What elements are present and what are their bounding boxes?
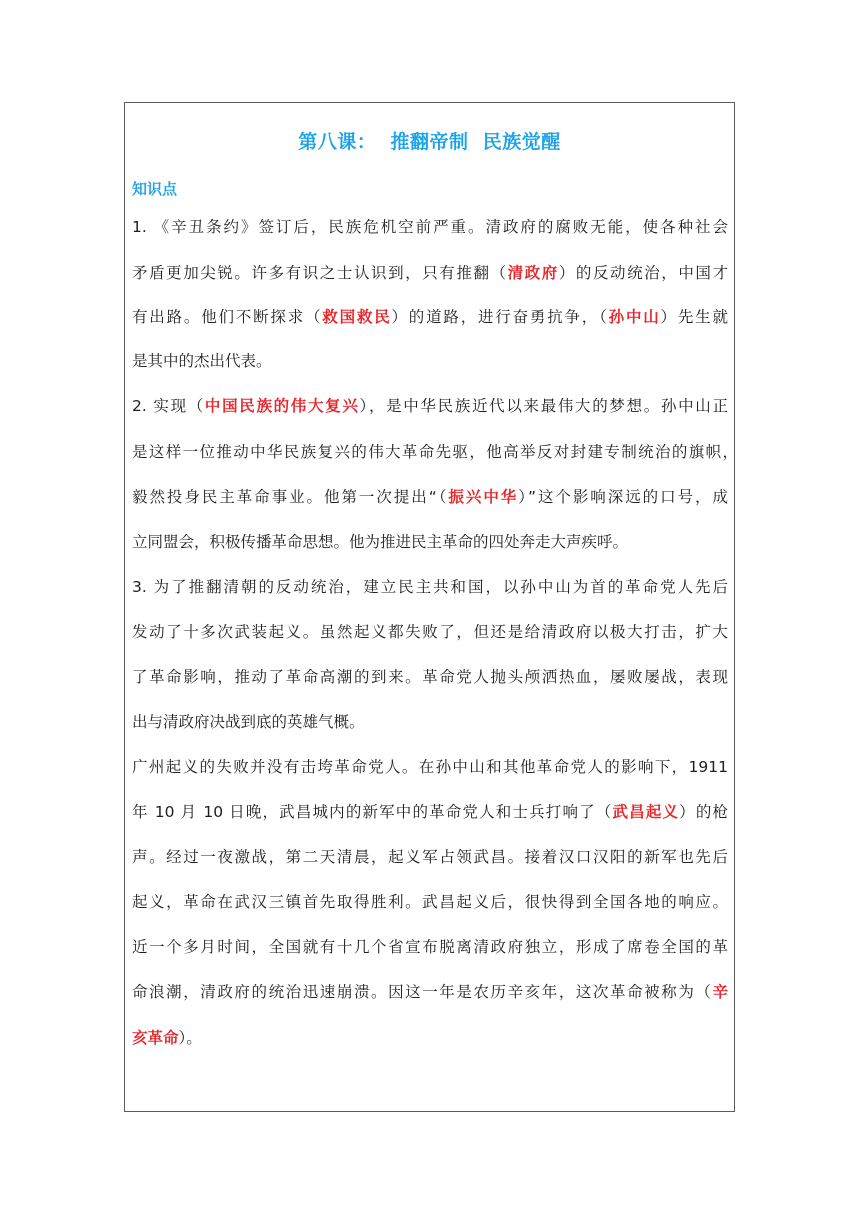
paragraph-4-line-4: 起义，革命在武汉三镇首先取得胜利。武昌起义后，很快得到全国各地的响应。: [132, 893, 728, 911]
paragraph-1-line-3: 有出路。他们不断探求（救国救民）的道路，进行奋勇抗争，（孙中山）先生就: [132, 308, 728, 326]
answer-highlight: 武昌起义: [612, 803, 680, 821]
answer-highlight: 亥革命: [132, 1029, 179, 1047]
paragraph-4-line-6: 命浪潮，清政府的统治迅速崩溃。因这一年是农历辛亥年，这次革命被称为（辛: [132, 983, 728, 1001]
paragraph-4-line-5: 近一个多月时间，全国就有十几个省宣布脱离清政府独立，形成了席卷全国的革: [132, 938, 728, 956]
answer-highlight: 振兴中华: [448, 488, 519, 506]
paragraph-2-line-2: 是这样一位推动中华民族复兴的伟大革命先驱，他高举反对封建专制统治的旗帜，: [132, 443, 738, 461]
paragraph-2-line-3: 毅然投身民主革命事业。他第一次提出“（振兴中华）”这个影响深远的口号，成: [132, 488, 728, 506]
paragraph-3-line-3: 了革命影响，推动了革命高潮的到来。革命党人抛头颅洒热血，屡败屡战，表现: [132, 668, 728, 686]
paragraph-2-line-4: 立同盟会，积极传播革命思想。他为推进民主革命的四处奔走大声疾呼。: [132, 533, 629, 551]
paragraph-4-line-7: 亥革命）。: [132, 1029, 202, 1047]
paragraph-4-line-1: 广州起义的失败并没有击垮革命党人。在孙中山和其他革命党人的影响下，1911: [132, 758, 728, 776]
paragraph-4-line-3: 声。经过一夜激战，第二天清晨，起义军占领武昌。接着汉口汉阳的新军也先后: [132, 848, 728, 866]
answer-highlight: 中国民族的伟大复兴: [204, 397, 360, 415]
section-label: 知识点: [132, 180, 178, 198]
page-title: 第八课： 推翻帝制 民族觉醒: [298, 131, 561, 153]
paragraph-3-line-4: 出与清政府决战到底的英雄气概。: [132, 713, 365, 731]
answer-highlight: 清政府: [507, 264, 559, 282]
answer-highlight: 救国救民: [322, 308, 392, 326]
paragraph-4-line-2: 年 10 月 10 日晚，武昌城内的新军中的革命党人和士兵打响了（武昌起义）的枪: [132, 803, 728, 821]
paragraph-1-line-2: 矛盾更加尖锐。许多有识之士认识到，只有推翻（清政府）的反动统治，中国才: [132, 264, 728, 282]
paragraph-3-line-2: 发动了十多次武装起义。虽然起义都失败了，但还是给清政府以极大打击，扩大: [132, 623, 728, 641]
paragraph-1-line-1: 1. 《辛丑条约》签订后，民族危机空前严重。清政府的腐败无能，使各种社会: [132, 218, 728, 236]
paragraph-2-line-1: 2. 实现（中国民族的伟大复兴），是中华民族近代以来最伟大的梦想。孙中山正: [132, 397, 728, 415]
paragraph-1-line-4: 是其中的杰出代表。: [132, 352, 272, 370]
answer-highlight: 孙中山: [608, 308, 661, 326]
document-frame: [124, 102, 738, 1112]
answer-highlight: 辛: [712, 983, 728, 1001]
paragraph-3-line-1: 3. 为了推翻清朝的反动统治，建立民主共和国，以孙中山为首的革命党人先后: [132, 578, 728, 596]
